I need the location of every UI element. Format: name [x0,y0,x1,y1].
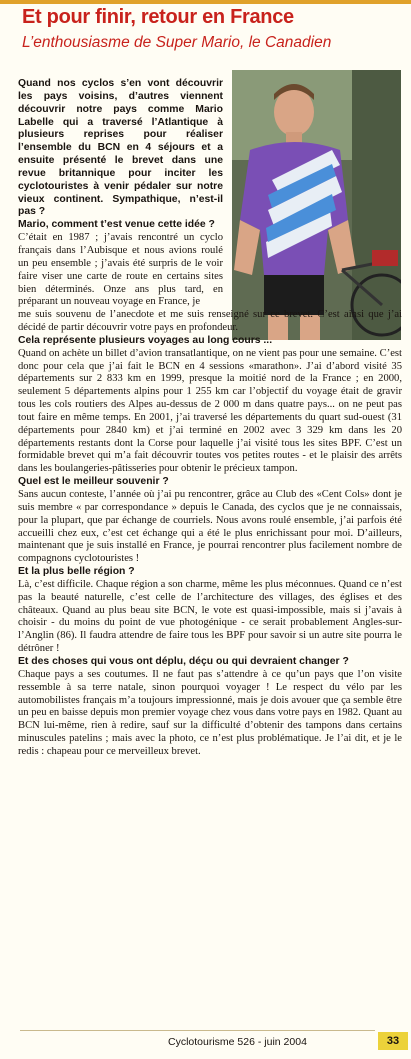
question-5: Et des choses qui vous ont déplu, déçu ou qui devraient changer ? [18,655,349,667]
answer-3: Sans aucun conteste, l’année où j’ai pu rencontrer, grâce au Club des «Cent Cols» dont je suis membre « par correspondance » depuis le Canada, des cyclos que je ne connaissais, pour la plupart, que par échange de courriels. Nous avons roulé ensemble, j’ai parfois été accueilli chez eux, c’est cet échange qui a été le plus enrichissant pour moi. D’ailleurs, maintenant que je suis installé en France, je pourrai rencontrer plus facilement nombre de compagnons cyclotouristes ! [18,489,402,565]
publication-footer: Cyclotourisme 526 - juin 2004 [168,1036,307,1048]
answer-1b: me suis souvenu de l’anecdote et me suis renseigné sur ce brevet. C’est ainsi que j’ai décidé de partir découvrir votre pays en profondeur. [18,309,402,334]
article-lead: Quand nos cyclos s’en vont découvrir les pays voisins, d’autres viennent découvrir notre pays comme Mario Labelle qui a traversé l’Atlantique à plusieurs reprises pour réaliser l’ensemble du BCN en 4 séjours et a ensuite présenté le brevet dans une revue britannique pour inciter les cyclotouristes à venir pédaler sur notre vieux continent. Sympathique, n’est-il pas ? [18,78,223,218]
footer-rule [20,1030,375,1031]
article-subtitle: L’enthousiasme de Super Mario, le Canadien [22,34,332,51]
answer-5: Chaque pays a ses coutumes. Il ne faut pas s’attendre à ce qu’un pays que l’on visite ressemble à sa terre natale, sinon pourquoi voyager ! Le respect du vélo par les automobilistes français m’a toujours impressionné, mais je dois avouer que ça semble être un peu en baisse depuis mon premier voyage chez vous dans votre pays en 1982. Quant au BCN lui-même, rien à redire, sauf sur la difficulté d’obtenir des tampons dans certains minuscules patelins ; mais avec la photo, ce n’est plus problématique. Je l’ai dit, et je le redis : chapeau pour ce merveilleux brevet. [18,668,402,757]
question-4: Et la plus belle région ? [18,566,135,578]
question-2: Cela représente plusieurs voyages au long cours ... [18,334,273,346]
answer-1a: C’était en 1987 ; j’avais rencontré un cyclo français dans l’Aubisque et nous avions roulé un peu ensemble ; j’avais été surpris de le voir faire viser une carte de route en certains sites bien déterminés. Onze ans plus tard, en préparant un nouveau voyage en France, je [18,232,223,308]
article-body [18,78,402,759]
article-title: Et pour finir, retour en France [22,6,294,28]
top-rule [0,0,411,4]
question-3: Quel est le meilleur souvenir ? [18,476,169,488]
page-number-badge: 33 [378,1032,408,1050]
question-1: Mario, comment t’est venue cette idée ? [18,219,215,231]
answer-4: Là, c’est difficile. Chaque région a son charme, même les plus méconnues. Quand ce n’est pas la beauté naturelle, c’est celle de l’architecture des villages, des églises et des châteaux. Quand au plus beau site BCN, le vote est quasi-impossible, mais si j’avais à choisir - du moins du point de vue photogénique - ce serait probablement Angles-sur-l’Anglin (86). Il faudra attendre de faire tous les BPF pour savoir si un autre site pourra le détrôner ! [18,578,402,655]
answer-2: Quand on achète un billet d’avion transatlantique, on ne vient pas pour une semaine. C’est donc pour cela que j’ai fait le BCN en 4 sessions «marathon». J’ai d’abord visité 35 départements sur 2 833 km en 1999, presque la moitié nord de la France ; en 2000, seulement 5 départements alpins pour 1 255 km car l’objectif du voyage était de gravir tous les cols routiers des Alpes au-dessus de 2 000 m dans quatre pays... on ne peut pas tout faire en même temps. En 2001, j’ai traversé les départements du quart sud-ouest (31 départements pour 2840 km) et j’ai terminé en 2002 avec 3 329 km dans les 20 départements restants dont la Corse pour laquelle j’ai visité tous les sites BPF. C’est un formidable brevet qui m’a fait découvrir toutes vos petites routes - et le plaisir des arrêts dans les boulangeries-pâtisseries pour obtenir le précieux tampon. [18,347,402,475]
